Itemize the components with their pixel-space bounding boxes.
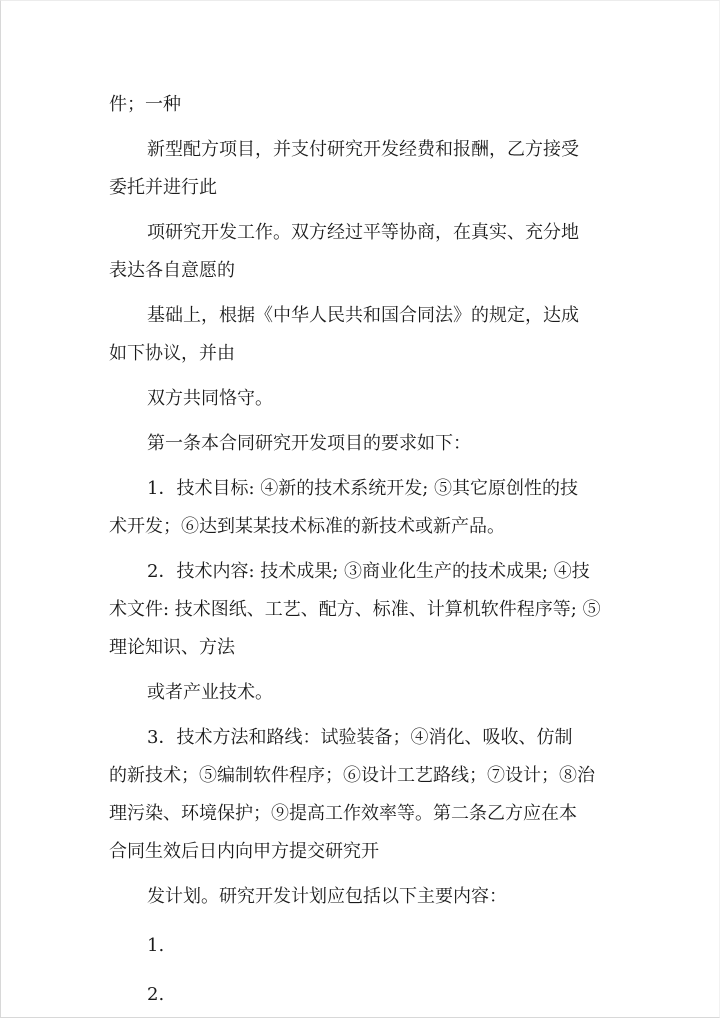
text-line: 3．技术方法和路线：试验装备；④消化、吸收、仿制: [147, 727, 573, 748]
text-line: 合同生效后日内向甲方提交研究开: [109, 841, 379, 862]
text-line: 第一条本合同研究开发项目的要求如下：: [147, 433, 471, 454]
text-line: 表达各自意愿的: [109, 260, 235, 281]
text-line: 件；一种: [109, 94, 181, 115]
text-line: 委托并进行此: [109, 177, 217, 198]
text-line: 理论知识、方法: [109, 637, 235, 658]
text-line: 如下协议，并由: [109, 343, 235, 364]
text-line: 理污染、环境保护；⑨提高工作效率等。第二条乙方应在本: [109, 803, 577, 824]
text-line: 新型配方项目，并支付研究开发经费和报酬，乙方接受: [147, 139, 579, 160]
text-line: 发计划。研究开发计划应包括以下主要内容：: [147, 886, 507, 907]
text-line: 2．技术内容: 技术成果; ③商业化生产的技术成果; ④技: [147, 561, 590, 582]
list-item: 2.: [147, 984, 165, 1005]
text-line: 项研究开发工作。双方经过平等协商，在真实、充分地: [147, 222, 579, 243]
text-line: 1．技术目标: ④新的技术系统开发; ⑤其它原创性的技: [147, 478, 579, 499]
text-line: 基础上，根据《中华人民共和国合同法》的规定，达成: [147, 305, 579, 326]
text-line: 或者产业技术。: [147, 682, 273, 703]
text-line: 的新技术；⑤编制软件程序；⑥设计工艺路线；⑦设计；⑧治: [109, 765, 595, 786]
text-line: 双方共同恪守。: [147, 388, 273, 409]
list-item: 1.: [147, 935, 165, 956]
text-line: 术文件: 技术图纸、工艺、配方、标准、计算机软件程序等; ⑤: [109, 599, 601, 620]
text-line: 术开发；⑥达到某某技术标准的新技术或新产品。: [109, 516, 505, 537]
document-body: [109, 91, 617, 1009]
